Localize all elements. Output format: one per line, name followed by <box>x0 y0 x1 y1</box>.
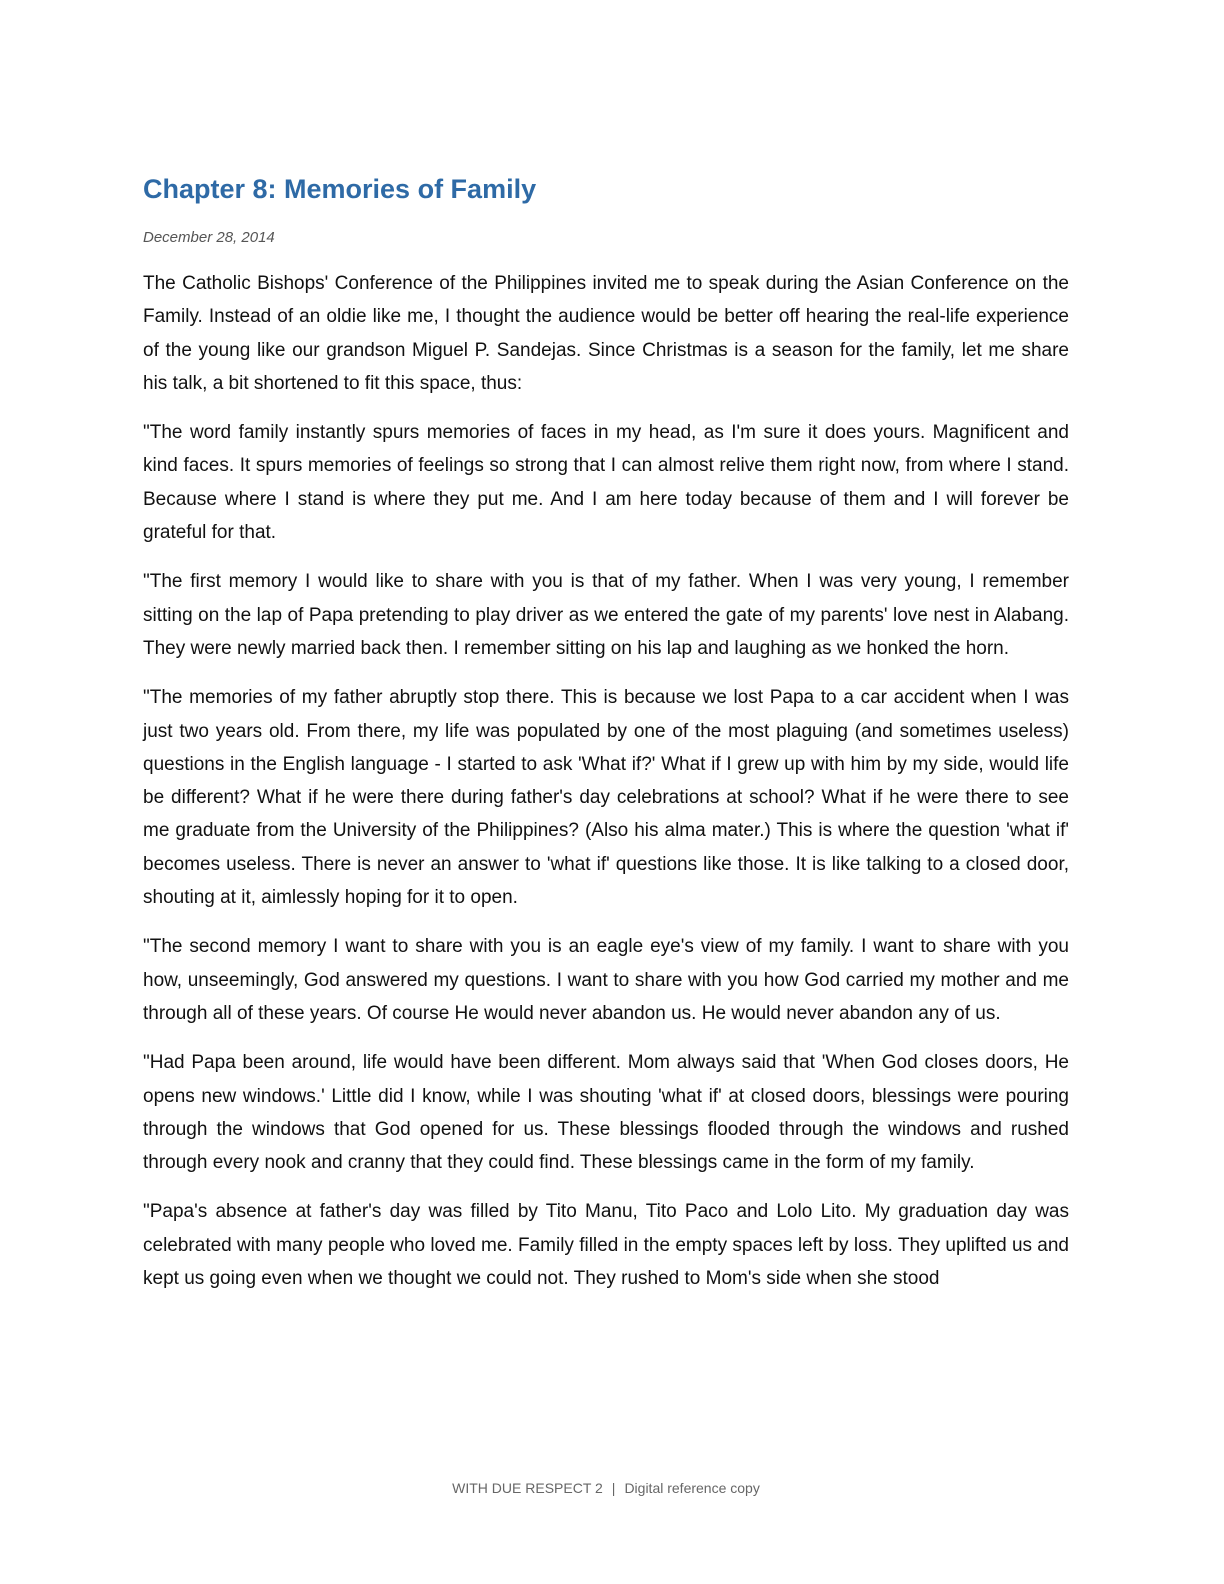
body-paragraph: "The first memory I would like to share with you is that of my father. When I was very young, I remember sitting on the lap of Papa pretending to play driver as we entered the gate of my parents' love nest in Alabang. They were newly married back then. I remember sitting on his lap and laughing as we honked the horn. <box>143 571 1069 659</box>
body-paragraph: "Had Papa been around, life would have been different. Mom always said that 'When God closes doors, He opens new windows.' Little did I know, while I was shouting 'what if' at closed doors, blessings were pouring through the windows that God opened for us. These blessings flooded through the windows and rushed through every nook and cranny that they could find. These blessings came in the form of my family. <box>143 1052 1069 1174</box>
chapter-title: Chapter 8: Memories of Family <box>143 174 537 204</box>
chapter-date: December 28, 2014 <box>143 229 275 246</box>
body-paragraph: "The second memory I want to share with you is an eagle eye's view of my family. I want to share with you how, unseemingly, God answered my questions. I want to share with you how God carried my mother and me through all of these years. Of course He would never abandon us. He would never abandon any of us. <box>143 936 1069 1024</box>
footer-separator: | <box>611 1480 616 1496</box>
body-paragraph: "Papa's absence at father's day was filled by Tito Manu, Tito Paco and Lolo Lito. My graduation day was celebrated with many people who loved me. Family filled in the empty spaces left by loss. They uplifted us and kept us going even when we thought we could not. They rushed to Mom's side when she stood <box>143 1201 1069 1290</box>
body-paragraph: "The memories of my father abruptly stop there. This is because we lost Papa to a car accident when I was just two years old. From there, my life was populated by one of the most plaguing (and sometimes useless) questions in the English language - I started to ask 'What if?' What if I grew up with him by my side, would life be different? What if he were there during father's day celebrations at school? What if he were there to see me graduate from the University of the Philippines? (Also his alma mater.) This is where the question 'what if' becomes useless. There is never an answer to 'what if' questions like those. It is like talking to a closed door, shouting at it, aimlessly hoping for it to open. <box>143 687 1069 909</box>
page-footer <box>0 1478 1212 1498</box>
footer-book-title: WITH DUE RESPECT 2 <box>452 1480 603 1496</box>
body-paragraph: The Catholic Bishops' Conference of the Philippines invited me to speak during the Asian Conference on the Family. Instead of an oldie like me, I thought the audience would be better off hearing the real-life experience of the young like our grandson Miguel P. Sandejas. Since Christmas is a season for the family, let me share his talk, a bit shortened to fit this space, thus: <box>143 273 1069 394</box>
body-paragraph: "The word family instantly spurs memories of faces in my head, as I'm sure it does yours. Magnificent and kind faces. It spurs memories of feelings so strong that I can almost relive them right now, from where I stand. Because where I stand is where they put me. And I am here today because of them and I will forever be grateful for that. <box>143 422 1069 544</box>
document-page <box>143 170 1069 1295</box>
footer-note: Digital reference copy <box>624 1480 760 1496</box>
